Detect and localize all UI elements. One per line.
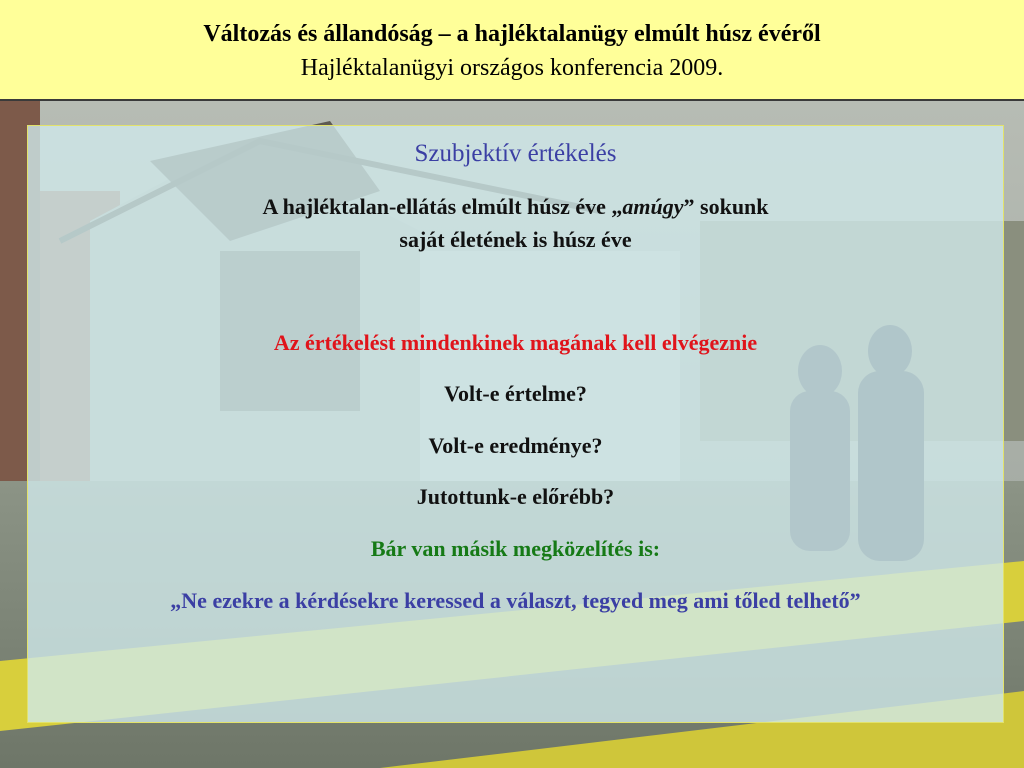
intro-emphasis: amúgy (622, 194, 684, 219)
red-statement: Az értékelést mindenkinek magának kell elvégeznie (273, 330, 758, 355)
intro-line-1 (28, 193, 1003, 221)
green-statement: Bár van másik megközelítés is: (370, 536, 661, 561)
content-panel (27, 125, 1004, 723)
question-2: Volt-e eredménye? (428, 433, 603, 458)
slide-subtitle: Hajléktalanügyi országos konferencia 2009. (300, 55, 724, 81)
slide-title: Változás és állandóság – a hajléktalanügy elmúlt húsz évéről (203, 21, 821, 47)
intro-line-2: saját életének is húsz éve (399, 227, 632, 252)
question-1: Volt-e értelme? (444, 381, 587, 406)
closing-quote: „Ne ezekre a kérdésekre keressed a választ, tegyed meg ami tőled telhető” (170, 588, 861, 613)
question-3: Jutottunk-e előrébb? (416, 484, 615, 509)
intro-text-start: A hajléktalan-ellátás elmúlt húsz éve „ (262, 194, 623, 219)
intro-text-end: ” sokunk (683, 194, 769, 219)
slide-header (0, 0, 1024, 101)
section-heading: Szubjektív értékelés (414, 140, 617, 167)
